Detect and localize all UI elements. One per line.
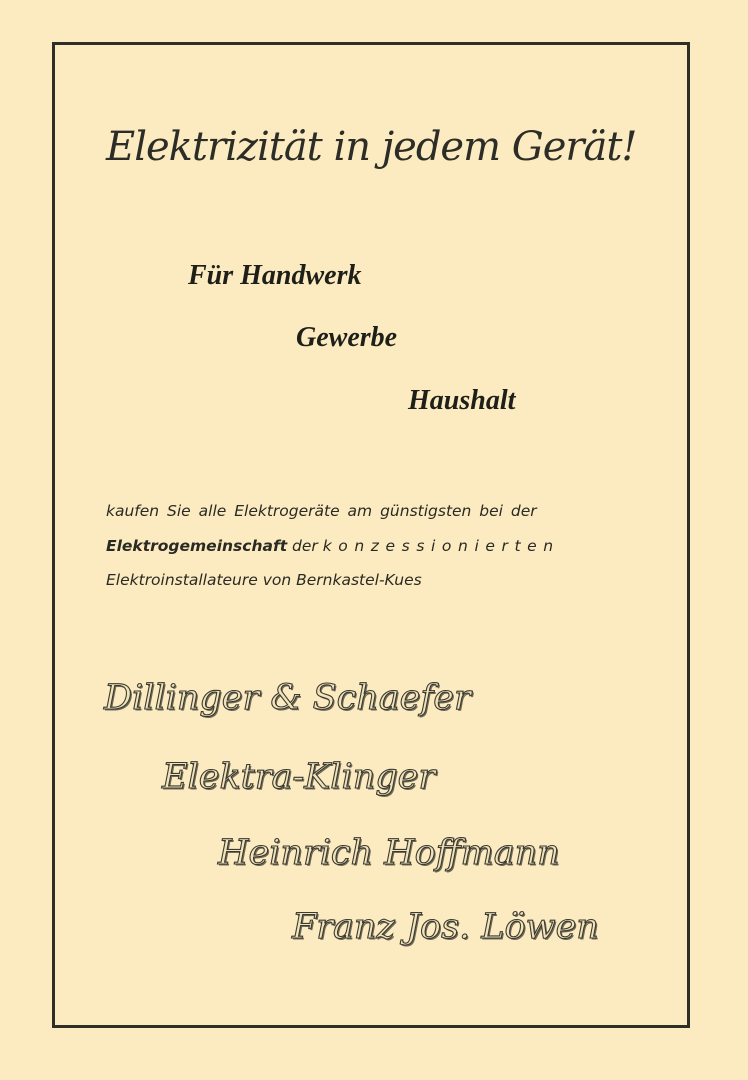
body-text-spaced: konzessionierten: [322, 537, 560, 555]
headline: Elektrizität in jedem Gerät!: [106, 124, 637, 170]
member-elektra-klinger: Elektra-Klinger: [162, 757, 436, 797]
advertisement-border: [52, 42, 690, 1028]
body-text-line-2: [106, 537, 560, 555]
member-franz-jos-loewen: Franz Jos. Löwen: [292, 907, 599, 947]
body-text-line-3: Elektroinstallateure von Bernkastel-Kues: [106, 571, 422, 589]
member-heinrich-hoffmann: Heinrich Hoffmann: [218, 833, 560, 873]
sector-handwerk: Für Handwerk: [188, 260, 362, 291]
association-name: Elektrogemeinschaft: [106, 537, 288, 555]
body-text-line-1: kaufen Sie alle Elektrogeräte am günstigsten bei der: [106, 502, 537, 520]
body-text-connector: der: [287, 537, 323, 555]
member-dillinger-schaefer: Dillinger & Schaefer: [104, 678, 471, 718]
sector-gewerbe: Gewerbe: [296, 322, 398, 353]
sector-haushalt: Haushalt: [408, 385, 516, 416]
